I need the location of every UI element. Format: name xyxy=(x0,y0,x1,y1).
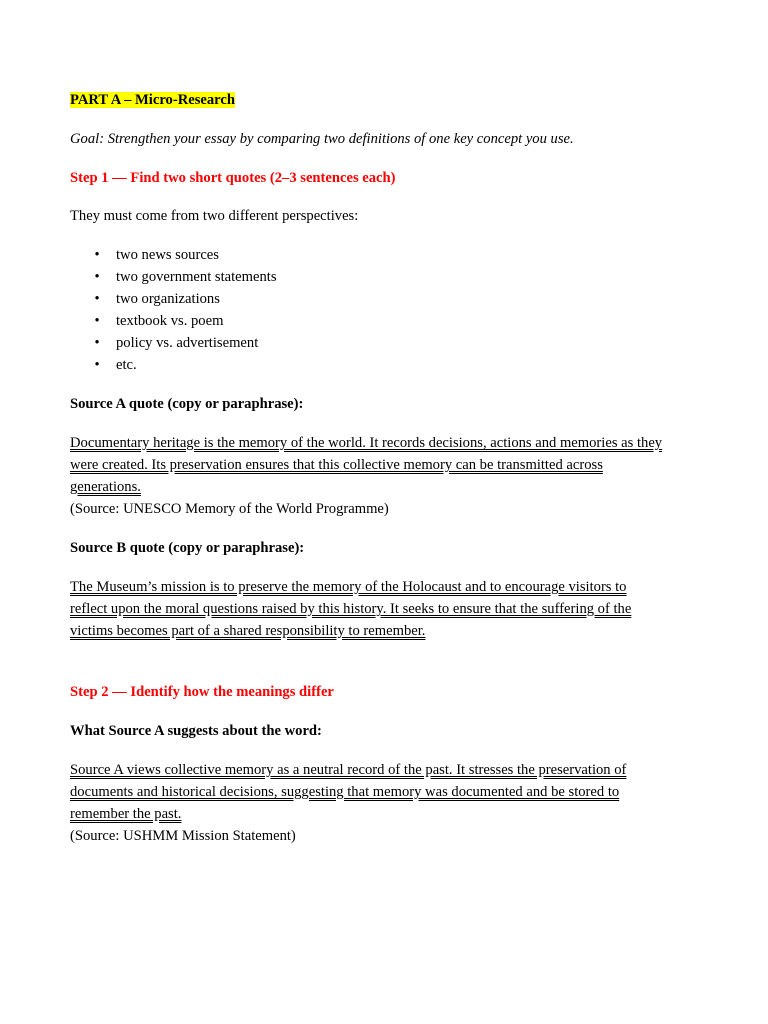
step2-citation: (Source: USHMM Mission Statement) xyxy=(70,828,296,844)
step2-answer-line: documents and historical decisions, suggesting that memory was documented and be stored to xyxy=(70,784,620,800)
source-b-quote-line: reflect upon the moral questions raised by this history. It seeks to ensure that the suffering of the xyxy=(70,601,632,617)
list-item xyxy=(70,354,710,376)
source-b-quote xyxy=(70,576,710,642)
list-item-text: two organizations xyxy=(116,291,220,307)
source-a-label: Source A quote (copy or paraphrase): xyxy=(70,396,304,412)
bullet-icon: • xyxy=(94,335,100,351)
step1-heading: Step 1 — Find two short quotes (2–3 sentences each) xyxy=(70,170,396,186)
source-b-quote-line: victims becomes part of a shared responsibility to remember. xyxy=(70,623,426,639)
document-page xyxy=(70,89,710,847)
part-title-text: PART A – Micro-Research xyxy=(70,92,235,108)
list-item-text: etc. xyxy=(116,357,137,373)
source-a-quote-line: generations. xyxy=(70,479,141,495)
bullet-icon: • xyxy=(94,313,100,329)
source-a-quote-line: were created. Its preservation ensures that this collective memory can be transmitted across xyxy=(70,457,603,473)
perspective-list xyxy=(70,244,710,376)
step2-source-a-label: What Source A suggests about the word: xyxy=(70,723,322,739)
list-item-text: two news sources xyxy=(116,247,219,263)
step2-answer-line: Source A views collective memory as a neutral record of the past. It stresses the preservation of xyxy=(70,762,627,778)
list-item xyxy=(70,288,710,310)
step1-intro: They must come from two different perspectives: xyxy=(70,208,359,224)
source-a-quote-line: Documentary heritage is the memory of the world. It records decisions, actions and memories as they xyxy=(70,435,663,451)
step2-answer-line: remember the past. xyxy=(70,806,182,822)
list-item xyxy=(70,332,710,354)
bullet-icon: • xyxy=(94,269,100,285)
step2-heading: Step 2 — Identify how the meanings differ xyxy=(70,684,334,700)
list-item xyxy=(70,266,710,288)
list-item-text: two government statements xyxy=(116,269,277,285)
list-item xyxy=(70,310,710,332)
source-a-quote xyxy=(70,432,710,520)
bullet-icon: • xyxy=(94,357,100,373)
list-item-text: textbook vs. poem xyxy=(116,313,224,329)
bullet-icon: • xyxy=(94,247,100,263)
source-a-citation: (Source: UNESCO Memory of the World Programme) xyxy=(70,501,389,517)
list-item-text: policy vs. advertisement xyxy=(116,335,259,351)
part-title xyxy=(70,89,710,111)
goal-text: Goal: Strengthen your essay by comparing two definitions of one key concept you use. xyxy=(70,131,574,147)
step2-answer xyxy=(70,759,710,847)
source-b-label: Source B quote (copy or paraphrase): xyxy=(70,540,305,556)
list-item xyxy=(70,244,710,266)
bullet-icon: • xyxy=(94,291,100,307)
source-b-quote-line: The Museum’s mission is to preserve the memory of the Holocaust and to encourage visitors to xyxy=(70,579,627,595)
